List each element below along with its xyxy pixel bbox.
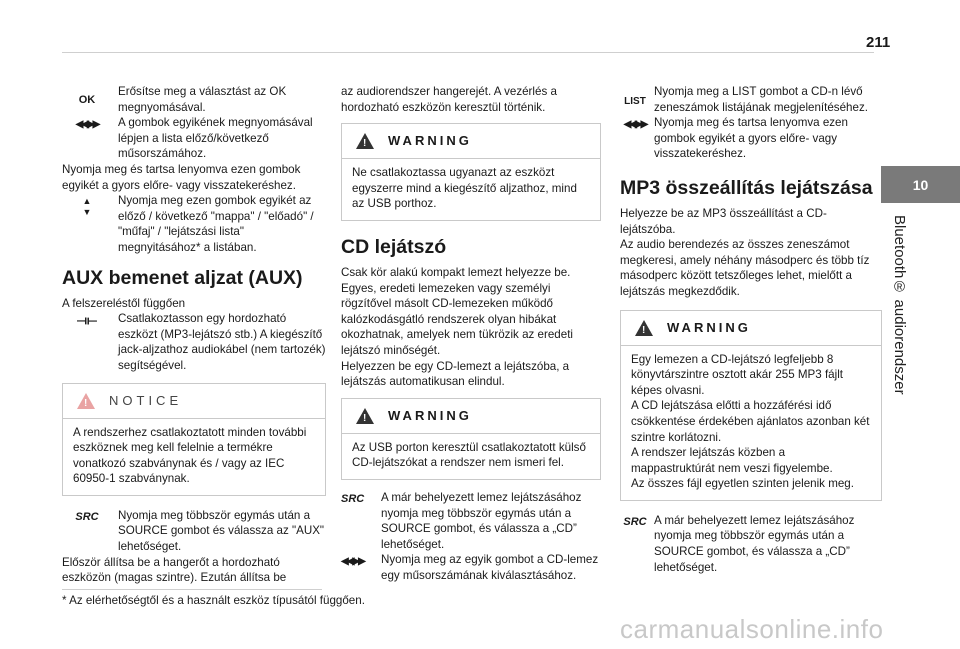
notice-header xyxy=(63,384,325,419)
side-title: Bluetooth® audiorendszer xyxy=(891,215,908,395)
cd-arrows-text: Nyomja meg az egyik gombot a CD-lemez egy műsorszámának kiválasztásához. xyxy=(381,553,599,582)
prev-next-arrows-icon: ◀◀▶▶ xyxy=(623,119,647,131)
prev-next-arrows-icon: ◀◀▶▶ xyxy=(341,556,364,568)
src-text: Nyomja meg többször egymás után a SOURCE gombot és válassza az "AUX" lehetőséget. xyxy=(118,508,325,554)
warning-triangle-icon xyxy=(635,320,653,336)
warning-title-2: WARNING xyxy=(388,407,472,423)
aux-heading: AUX bemenet aljzat (AUX) xyxy=(62,266,303,289)
jack-plug-icon: ⟞⟝ xyxy=(77,313,97,328)
list-instruction xyxy=(620,84,882,115)
warning-header-3 xyxy=(621,311,881,346)
cd-arrows-instruction xyxy=(341,552,601,583)
side-title-container xyxy=(891,215,911,415)
mp3-src-text: A már behelyezett lemez lejátszásához nyomja meg többször egymás után a SOURCE gombot, és válassza a „CD” lehetőséget. xyxy=(654,513,855,574)
c3-arrows-text: Nyomja meg és tartsa lenyomva ezen gombok egyikét a gyors előre- vagy visszatekeréshez. xyxy=(654,116,848,161)
warning-triangle-icon xyxy=(356,408,374,424)
src-instruction xyxy=(62,508,326,555)
ok-button-icon: OK xyxy=(78,94,96,106)
warning-header-1 xyxy=(342,124,600,159)
mp3-text-2: Az audio berendezés az összes zeneszámot megkeresi, amely néhány másodperc és több tíz másodperc között tetszőleges lehet, mielőtt a lejátszás megkezdődik. xyxy=(620,238,870,298)
updown-instruction xyxy=(62,193,326,255)
warning-body-3: Egy lemezen a CD-lejátszó legfeljebb 8 könyvtárszintre osztott akár 255 MP3 fájlt képes olvasni. A CD lejátszása előtti a hozzáférési idő csökkentése érdekében ajánlatos azonban két szintre korlátozni. A rendszer lejátszás közben a mappastruktúrát nem veszi figyelembe. Az összes fájl egyetlen szinten jelenik meg. xyxy=(631,352,870,491)
warning-box-2 xyxy=(341,398,601,480)
warning-triangle-icon xyxy=(77,393,95,409)
aux-text: Csatlakoztasson egy hordozható eszközt (MP3-lejátszó stb.) A kiegészítő jack-aljzathoz audiokábel (nem tartozék) segítségével. xyxy=(118,312,326,372)
cd-src-text: A már behelyezett lemez lejátszásához nyomja meg többször egymás után a SOURCE gombot, és válassza a „CD” lehetőséget. xyxy=(381,490,582,551)
aux-intro: A felszereléstől függően xyxy=(62,296,186,310)
notice-box xyxy=(62,383,326,496)
footnote: * Az elérhetőségtől és a használt eszköz típusától függően. xyxy=(62,594,365,607)
source-button-icon: SRC xyxy=(75,510,99,523)
mp3-src-instruction xyxy=(620,513,882,575)
top-divider xyxy=(62,52,874,53)
notice-title: NOTICE xyxy=(109,392,183,408)
prev-next-arrows-icon: ◀◀▶▶ xyxy=(75,119,99,131)
aux-continued: az audiorendszer hangerejét. A vezérlés a hordozható eszközön keresztül történik. xyxy=(341,85,557,114)
up-down-arrows-icon: ▲ ▼ xyxy=(82,196,92,218)
watermark: carmanualsonline.info xyxy=(620,614,884,644)
ok-text: Erősítse meg a választást az OK megnyomásával. xyxy=(118,85,287,114)
cd-src-instruction xyxy=(341,490,601,552)
warning-triangle-icon xyxy=(356,133,374,149)
arrows-text: A gombok egyikének megnyomásával lépjen a lista előző/következő műsorszámához. xyxy=(118,116,313,161)
footnote-divider xyxy=(62,589,322,590)
hold-text: Nyomja meg és tartsa lenyomva ezen gombok egyikét a gyors előre- vagy visszatekeréshez. xyxy=(62,162,301,192)
list-text: Nyomja meg a LIST gombot a CD-n lévő zeneszámok listájának megjelenítéséhez. xyxy=(654,85,868,114)
c3-arrows-instruction xyxy=(620,115,882,162)
cd-text-2: Helyezzen be egy CD-lemezt a lejátszóba, a lejátszás automatikusan elindul. xyxy=(341,359,570,389)
source-button-icon: SRC xyxy=(341,492,365,505)
list-button-icon: LIST xyxy=(624,96,646,107)
warning-title-1: WARNING xyxy=(388,133,472,149)
cd-text-1: Csak kör alakú kompakt lemezt helyezze be. Egyes, eredeti lemezeken vagy személyi rögzítővel másolt CD-lemezeken működő kalózkodásgátló rendszerek olyan hibákat okozhatnak, amelyek nem tükrözik az eredeti lejátszó minőségét. xyxy=(341,265,573,357)
arrows-instruction xyxy=(62,115,326,162)
column-1 xyxy=(62,84,326,586)
warning-header-2 xyxy=(342,399,600,434)
mp3-heading: MP3 összeállítás lejátszása xyxy=(620,176,873,199)
src-text-2: Először állítsa be a hangerőt a hordozható eszközön (magas szintre). Ezután állítsa be xyxy=(62,555,287,585)
warning-body-1: Ne csatlakoztassa ugyanazt az eszközt egyszerre mind a kiegészítő aljzathoz, mind az USB porthoz. xyxy=(352,166,577,211)
column-3 xyxy=(620,84,882,575)
cd-heading: CD lejátszó xyxy=(341,235,447,258)
warning-body-2: Az USB porton keresztül csatlakoztatott külső CD-lejátszókat a rendszer nem ismeri fel. xyxy=(352,440,586,470)
chapter-tab[interactable]: 10 xyxy=(881,166,960,203)
source-button-icon: SRC xyxy=(623,515,647,528)
notice-body: A rendszerhez csatlakoztatott minden további eszköznek meg kell felelnie a termékre vonatkozó szabványnak és / vagy az IEC 60950-1 szabványnak. xyxy=(73,425,307,486)
updown-text: Nyomja meg ezen gombok egyikét az előző / következő "mappa" / "előadó" / "műfaj" / "lejátszási lista" megnyitásához* a listában. xyxy=(118,194,314,254)
aux-instruction xyxy=(62,311,326,373)
warning-box-1 xyxy=(341,123,601,221)
column-2 xyxy=(341,84,601,583)
warning-title-3: WARNING xyxy=(667,319,751,335)
ok-instruction xyxy=(62,84,326,115)
mp3-text-1: Helyezze be az MP3 összeállítást a CD-lejátszóba. xyxy=(620,206,827,236)
warning-box-3 xyxy=(620,310,882,501)
page-number: 211 xyxy=(866,34,891,51)
